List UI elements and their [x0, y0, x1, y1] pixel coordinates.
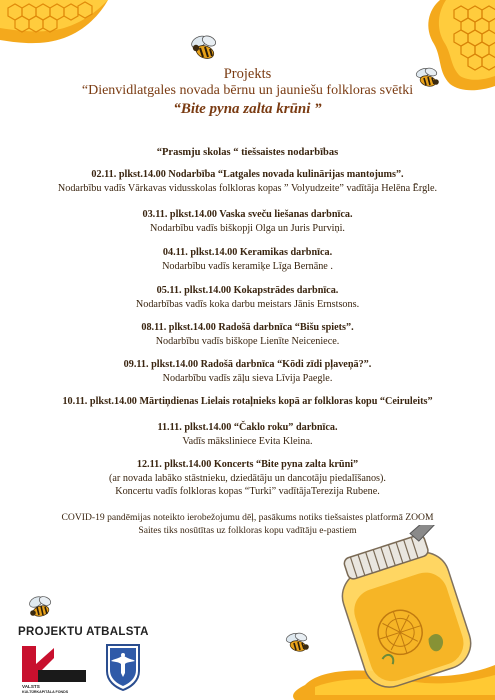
event-item: [0, 358, 495, 385]
covid-notice-line: Saites tiks nosūtītas uz folkloras kopu vadītāju e-pastiem: [138, 524, 357, 536]
event-title: 10.11. plkst.14.00 Mārtiņdienas Lielais rotaļnieks kopā ar folkloras kopu “Ceiruleits”: [62, 396, 433, 407]
event-host: Nodarbību vadīs biškope Lienīte Neiceniece.: [155, 335, 340, 347]
event-title: 08.11. plkst.14.00 Radošā darbnīca “Bišu spiets”.: [141, 322, 354, 333]
honeycomb-top-left-decoration: [0, 0, 110, 50]
covid-notice: [0, 512, 495, 537]
project-label: Projekts: [223, 66, 272, 82]
event-host: Nodarbību vadīs zāļu sieva Līvija Paegle.: [162, 372, 333, 384]
municipality-crest-icon: [105, 643, 141, 691]
bee-icon: [188, 34, 222, 64]
event-title: 12.11. plkst.14.00 Koncerts “Bite pyna zalta krūni”: [136, 459, 359, 470]
event-item: [0, 321, 495, 348]
festival-subtitle: “Bite pyna zalta krūni ”: [173, 101, 322, 117]
vkkf-logo-text: VALSTS: [22, 684, 40, 689]
event-title: 04.11. plkst.14.00 Keramikas darbnīca.: [162, 247, 333, 258]
event-host: Vadīs māksliniece Evita Kleina.: [182, 435, 313, 447]
bee-icon: [26, 594, 56, 620]
event-description: (ar novada labāko stāstnieku, dziedātāju un dancotāju piedalīšanos).: [109, 472, 386, 484]
honey-jar-illustration: [285, 525, 495, 700]
event-item: [0, 395, 495, 409]
event-title: 09.11. plkst.14.00 Radošā darbnīca “Kōdi zīdi pļaveņā?”.: [123, 359, 372, 370]
event-item: [0, 458, 495, 499]
event-title: 05.11. plkst.14.00 Kokapstrādes darbnīca.: [156, 285, 339, 296]
event-title: 11.11. plkst.14.00 “Čaklo roku” darbnīca.: [157, 422, 338, 433]
festival-title: “Dienvidlatgales novada bērnu un jauniešu folkloras svētki: [81, 83, 414, 98]
event-host: Nodarbību vadīs keramiķe Līga Bernāne .: [162, 260, 333, 272]
vkkf-logo-text: KULTŪRKAPITĀLA FONDS: [22, 690, 69, 694]
event-host: Nodarbību vadīs Vārkavas vidusskolas folkloras kopas ” Volyudzeite” vadītāja Helēna Ērgle.: [57, 182, 438, 194]
project-support-label: PROJEKTU ATBALSTA: [18, 626, 149, 638]
event-host: Nodarbību vadīs biškopji Olga un Juris Purviņi.: [150, 222, 345, 234]
event-title: 02.11. plkst.14.00 Nodarbība “Latgales novada kulinārijas mantojums”.: [91, 169, 404, 180]
event-item: [0, 168, 495, 195]
event-item: [0, 246, 495, 273]
online-classes-heading: “Prasmju skolas “ tiešsaistes nodarbības: [156, 147, 339, 158]
event-host: Koncertu vadīs folkloras kopas “Turki” vadītājaTerezija Rubene.: [115, 486, 380, 497]
covid-notice-line: COVID-19 pandēmijas noteikto ierobežojumu dēļ, pasākums notiks tiešsaistes platformā ZOOM: [61, 512, 434, 523]
event-item: [0, 421, 495, 448]
vkkf-logo: [18, 644, 98, 694]
event-item: [0, 284, 495, 311]
event-host: Nodarbības vadīs koka darbu meistars Jānis Ernstsons.: [135, 298, 360, 310]
event-title: 03.11. plkst.14.00 Vaska sveču liešanas darbnīca.: [142, 209, 353, 220]
event-item: [0, 208, 495, 235]
